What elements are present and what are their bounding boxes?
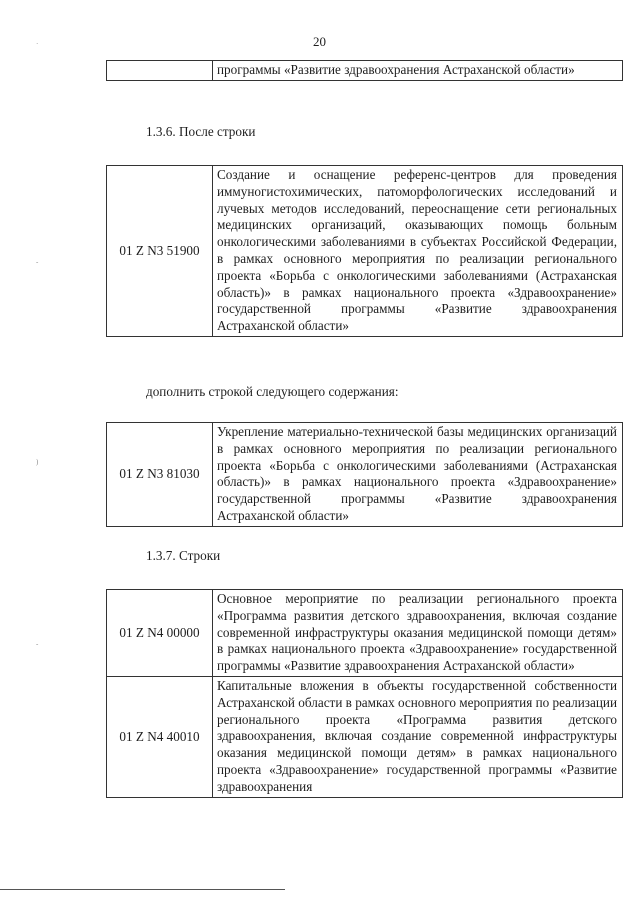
footer-rule <box>0 889 285 890</box>
table-row <box>107 423 622 526</box>
budget-code-cell: 01 Z N4 00000 <box>107 590 213 676</box>
budget-table-rows <box>106 589 623 798</box>
table-row <box>107 166 622 336</box>
budget-code-cell: 01 Z N3 81030 <box>107 423 213 526</box>
budget-code-cell: 01 Z N4 40010 <box>107 677 213 797</box>
budget-description-cell: Создание и оснащение референс-центров для проведения иммуногистохимических, патоморфологических исследований и лучевых методов исследований, переоснащение сети региональных медицинских организаций, оказывающих помощь больным онкологическими заболеваниями в субъектах Российской Федерации, в рамках основного мероприятия по реализации регионального проекта «Борьба с онкологическими заболеваниями (Астраханская область)» в рамках национального проекта «Здравоохранение» государственной программы «Развитие здравоохранения Астраханской области» <box>217 167 617 334</box>
page-number: 20 <box>313 34 326 49</box>
budget-description-cell: программы «Развитие здравоохранения Астраханской области» <box>217 62 575 77</box>
budget-description-cell: Капитальные вложения в объекты государственной собственности Астраханской области в рамках основного мероприятия по реализации регионального проекта «Программа развития детского здравоохранения, включая создание современной инфраструктуры оказания медицинской помощи детям» в рамках национального проекта «Здравоохранение» государственной программы «Развитие здравоохранения <box>217 677 617 794</box>
margin-mark: · <box>36 40 39 48</box>
margin-mark: - <box>36 640 39 648</box>
margin-mark: - <box>36 258 39 266</box>
budget-table-new-row <box>106 422 623 527</box>
section-1-3-6-heading: 1.3.6. После строки <box>146 124 256 139</box>
section-1-3-7-heading: 1.3.7. Строки <box>146 548 221 563</box>
budget-description-cell: Укрепление материально-технической базы медицинских организаций в рамках основного мероприятия по реализации регионального проекта «Борьба с онкологическими заболеваниями (Астраханская область)» в рамках национального проекта «Здравоохранение» государственной программы «Развитие здравоохранения Астраханской области» <box>217 424 617 523</box>
budget-description-cell: Основное мероприятие по реализации регионального проекта «Программа развития детского здравоохранения, включая создание современной инфраструктуры оказания медицинской помощи детям» в рамках национального проекта «Здравоохранение» государственной программы «Развитие здравоохранения Астраханской области» <box>217 591 617 674</box>
table-row <box>107 676 622 797</box>
add-row-instruction: дополнить строкой следующего содержания: <box>146 384 399 399</box>
budget-table-after-row <box>106 165 623 337</box>
budget-code-cell <box>107 61 213 80</box>
budget-table-continued <box>106 60 623 81</box>
table-row <box>107 61 622 80</box>
budget-code-cell: 01 Z N3 51900 <box>107 166 213 336</box>
margin-mark: ) <box>36 458 39 466</box>
table-row <box>107 590 622 676</box>
